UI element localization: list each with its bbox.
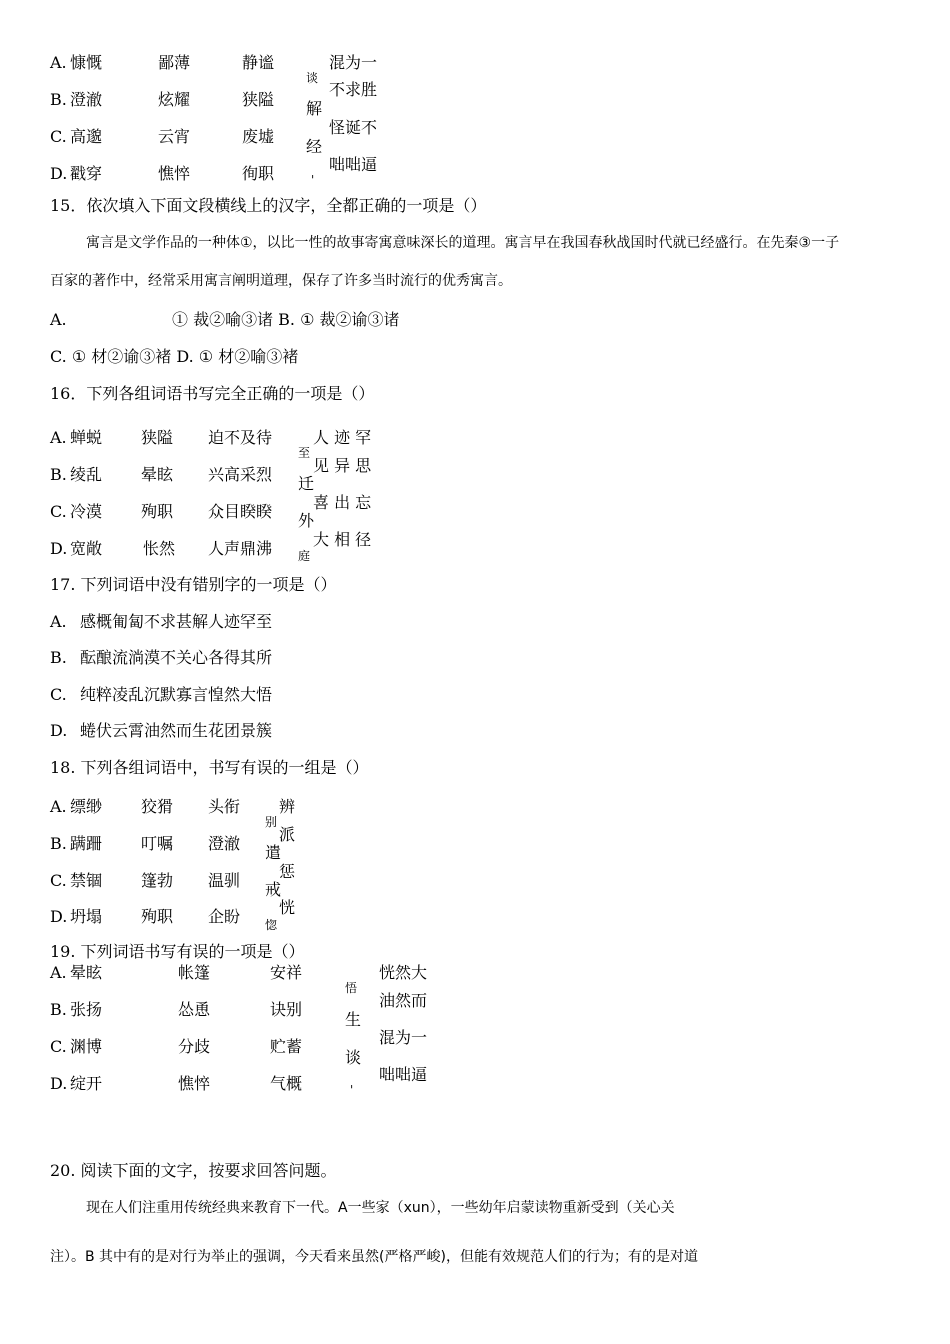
word: 派: [279, 825, 296, 844]
word: 帐篷: [178, 963, 211, 982]
word: 狡猾: [141, 797, 174, 816]
word: 澄澈: [70, 90, 103, 109]
word: 狭隘: [242, 90, 275, 109]
word: 晕眩: [141, 465, 174, 484]
question-stem: 15．依次填入下面文段横线上的汉字，全都正确的一项是（）: [50, 196, 487, 215]
overflow-char: 悟: [345, 981, 358, 995]
word: 戳穿: [70, 164, 103, 183]
word: 辨: [279, 797, 296, 816]
option-text: 酝酿流淌漠不关心各得其所: [80, 648, 273, 667]
option-letter: A.: [50, 310, 67, 329]
word: 恍: [279, 898, 296, 917]
word: 叮嘱: [141, 834, 174, 853]
word: 晕眩: [70, 963, 103, 982]
passage-line: 寓言是文学作品的一种体①，以比一性的故事寄寓意味深长的道理。寓言早在我国春秋战国时代就已经盛行。在先秦③一子: [86, 235, 840, 251]
option-letter: A.: [50, 428, 67, 447]
word: 混为一: [329, 53, 378, 72]
word: 徇职: [242, 164, 275, 183]
word: 安祥: [270, 963, 303, 982]
word: 分歧: [178, 1037, 211, 1056]
word: 惩: [279, 862, 296, 881]
word: 云宵: [158, 127, 191, 146]
option-text: 感概匍匐不求甚解人迹罕至: [80, 612, 273, 631]
word: 篷勃: [141, 871, 174, 890]
question-stem: 16．下列各组词语书写完全正确的一项是（）: [50, 384, 375, 403]
question-stem: 18. 下列各组词语中，书写有误的一组是（）: [50, 758, 369, 777]
overflow-char: 谈: [306, 71, 319, 85]
question-stem: 20. 阅读下面的文字，按要求回答问题。: [50, 1161, 337, 1180]
word: 宽敞: [70, 539, 103, 558]
word: 废墟: [242, 127, 275, 146]
word: 高邈: [70, 127, 103, 146]
option-letter: C.: [50, 871, 67, 890]
option-text: ① 裁②喻③诸 B. ① 裁②谕③诸: [172, 310, 400, 329]
word: 诀别: [270, 1000, 303, 1019]
overflow-char: ': [311, 173, 315, 187]
word: 慷慨: [70, 53, 103, 72]
question-stem: 17. 下列词语中没有错别字的一项是（）: [50, 575, 337, 594]
word: 绫乱: [70, 465, 103, 484]
word: 大 相 径: [313, 530, 372, 549]
word: 渊博: [70, 1037, 103, 1056]
option-letter: B.: [50, 648, 67, 667]
overflow-char: 戒: [265, 880, 282, 899]
word: 企盼: [208, 907, 241, 926]
word: 混为一: [379, 1028, 428, 1047]
option-letter: D.: [50, 1074, 68, 1093]
passage-line: 注）。B 其中有的是对行为举止的强调，今天看来虽然(严格严峻)，但能有效规范人们的行为；有的是对道: [50, 1249, 698, 1265]
word: 憔悴: [178, 1074, 211, 1093]
option-letter: D.: [50, 721, 68, 740]
overflow-char: 经: [306, 137, 323, 156]
word: 咄咄逼: [379, 1065, 428, 1084]
option-text: C. ① 材②谕③褚 D. ① 材②喻③褚: [50, 347, 299, 366]
overflow-char: 谈: [345, 1048, 362, 1067]
word: 喜 出 忘: [313, 493, 372, 512]
option-letter: B.: [50, 834, 67, 853]
option-letter: B.: [50, 465, 67, 484]
word: 澄澈: [208, 834, 241, 853]
word: 绽开: [70, 1074, 103, 1093]
option-letter: D.: [50, 907, 68, 926]
option-text: 蜷伏云霄油然而生花团景簇: [80, 721, 273, 740]
word: 憔悴: [158, 164, 191, 183]
word: 温驯: [208, 871, 241, 890]
word: 静谧: [242, 53, 275, 72]
word: 兴高采烈: [208, 465, 273, 484]
word: 人声鼎沸: [208, 539, 273, 558]
word: 殉职: [141, 907, 174, 926]
option-letter: C.: [50, 685, 67, 704]
option-letter: A.: [50, 963, 67, 982]
word: 怅然: [143, 539, 176, 558]
word: 冷漠: [70, 502, 103, 521]
passage-line: 百家的著作中，经常采用寓言阐明道理，保存了许多当时流行的优秀寓言。: [50, 273, 512, 289]
word: 炫耀: [158, 90, 191, 109]
overflow-char: ': [350, 1083, 354, 1097]
word: 迫不及待: [208, 428, 273, 447]
overflow-char: 外: [298, 511, 315, 530]
overflow-char: 解: [306, 99, 323, 118]
overflow-char: 别: [265, 815, 278, 829]
word: 鄙薄: [158, 53, 191, 72]
overflow-char: 生: [345, 1010, 362, 1029]
overflow-char: 至: [298, 446, 311, 460]
question-stem: 19. 下列词语书写有误的一项是（）: [50, 942, 305, 961]
word: 不求胜: [329, 80, 378, 99]
option-letter: B.: [50, 1000, 67, 1019]
word: 张扬: [70, 1000, 103, 1019]
overflow-char: 遣: [265, 843, 282, 862]
word: 油然而: [379, 991, 428, 1010]
word: 蹒跚: [70, 834, 103, 853]
word: 咄咄逼: [329, 155, 378, 174]
option-text: 纯粹凌乱沉默寡言惶然大悟: [80, 685, 273, 704]
overflow-char: 迁: [298, 474, 315, 493]
option-letter: A.: [50, 612, 67, 631]
word: 蝉蜕: [70, 428, 103, 447]
option-letter: A.: [50, 53, 67, 72]
word: 气概: [270, 1074, 303, 1093]
word: 恍然大: [379, 963, 428, 982]
passage-line: 现在人们注重用传统经典来教育下一代。A一些家（xun），一些幼年启蒙读物重新受到（关心关: [86, 1200, 675, 1216]
word: 头衔: [208, 797, 241, 816]
word: 贮蓄: [270, 1037, 303, 1056]
option-letter: D.: [50, 164, 68, 183]
option-letter: D.: [50, 539, 68, 558]
word: 缥缈: [70, 797, 103, 816]
word: 见 异 思: [313, 456, 372, 475]
word: 禁锢: [70, 871, 103, 890]
word: 人 迹 罕: [313, 428, 372, 447]
word: 狭隘: [141, 428, 174, 447]
word: 怪诞不: [329, 118, 378, 137]
option-letter: C.: [50, 127, 67, 146]
option-letter: C.: [50, 502, 67, 521]
option-letter: B.: [50, 90, 67, 109]
overflow-char: 庭: [298, 549, 311, 563]
word: 众目睽睽: [208, 502, 273, 521]
option-letter: C.: [50, 1037, 67, 1056]
overflow-char: 惚: [265, 918, 278, 932]
word: 殉职: [141, 502, 174, 521]
word: 怂恿: [178, 1000, 211, 1019]
option-letter: A.: [50, 797, 67, 816]
word: 坍塌: [70, 907, 103, 926]
